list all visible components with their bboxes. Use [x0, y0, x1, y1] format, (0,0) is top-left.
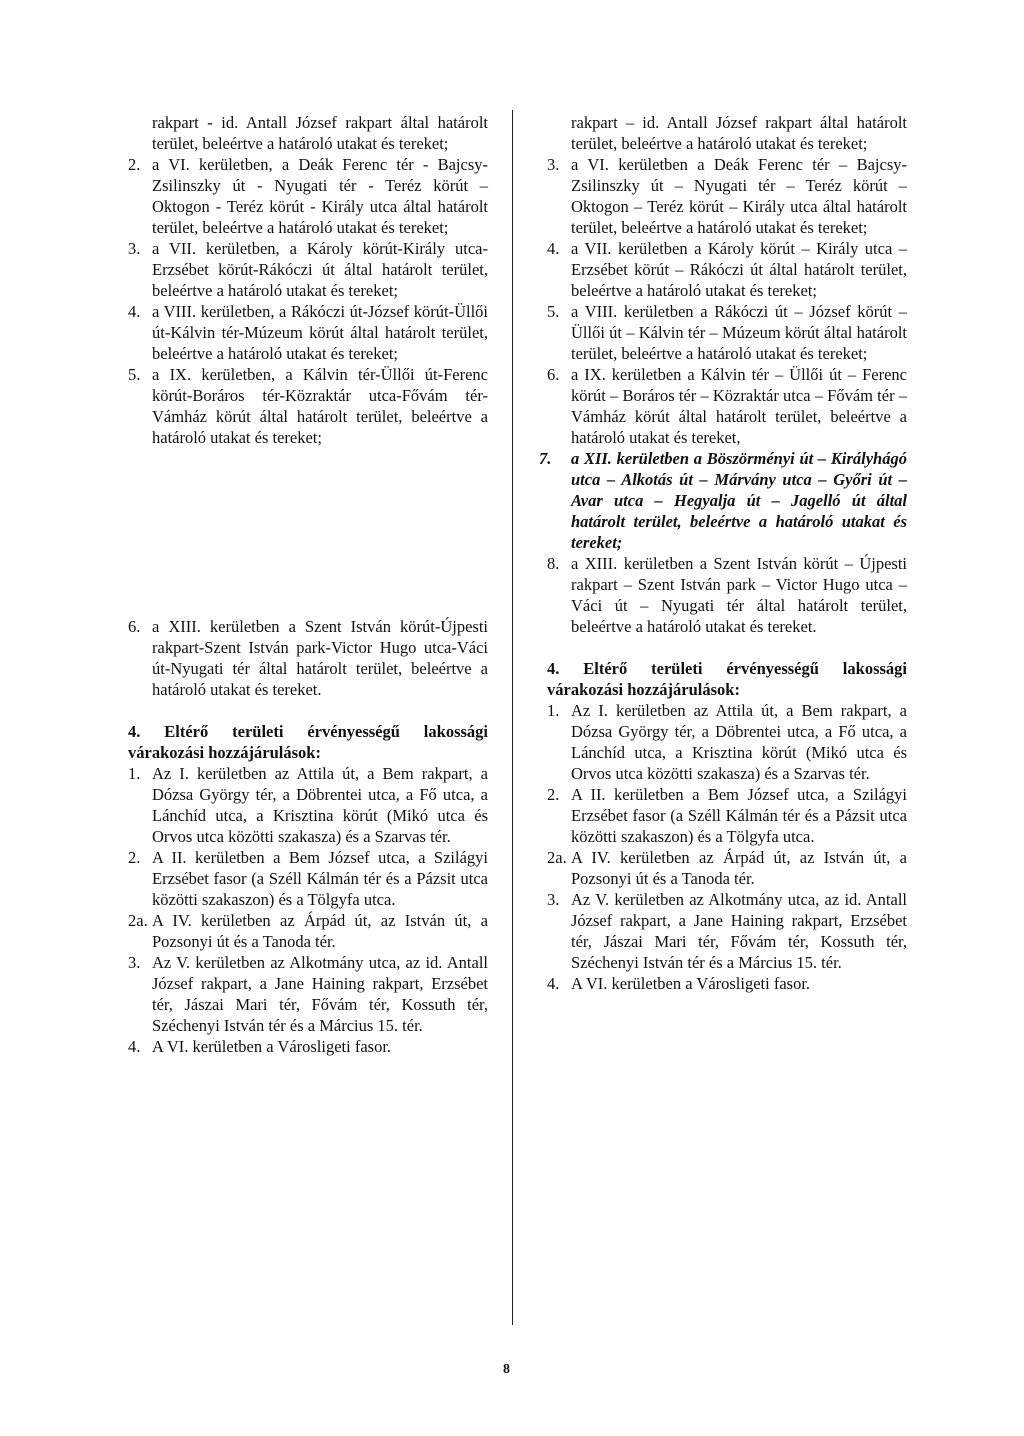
item-number: 4.	[128, 1037, 141, 1056]
continuation-paragraph: rakpart - id. Antall József rakpart által határolt terület, beleértve a határoló utakat és tereket;	[152, 113, 488, 153]
page-number: 8	[503, 1362, 510, 1377]
item-number: 5.	[128, 365, 141, 384]
item-number: 2.	[547, 785, 560, 804]
item-number: 8.	[547, 554, 560, 573]
inserted-list-item	[539, 448, 907, 553]
item-number: 4.	[547, 239, 560, 258]
item-text: A VI. kerületben a Városligeti fasor.	[571, 974, 811, 993]
item-number: 2.	[128, 155, 141, 174]
item-number: 3.	[547, 155, 560, 174]
item-text: a VI. kerületben a Deák Ferenc tér – Bajcsy-Zsilinszky út – Nyugati tér – Teréz körút – Oktogon – Teréz körút – Király utca által határolt terület, beleértve a határoló utakat és tereket;	[571, 155, 907, 237]
item-number: 7.	[539, 449, 552, 468]
continuation-paragraph: rakpart – id. Antall József rakpart által határolt terület, beleértve a határoló utakat és tereket;	[571, 113, 907, 153]
item-text: Az I. kerületben az Attila út, a Bem rakpart, a Dózsa György tér, a Döbrentei utca, a Fő utca, a Lánchíd utca, a Krisztina körút (Mikó utca és Orvos utca közötti szakasza) és a Szarvas tér.	[571, 701, 907, 783]
item-text: A IV. kerületben az Árpád út, az István út, a Pozsonyi út és a Tanoda tér.	[571, 848, 907, 888]
item-number: 6.	[547, 365, 560, 384]
item-number: 1.	[128, 764, 141, 783]
list-item	[547, 847, 907, 889]
item-number: 1.	[547, 701, 560, 720]
item-text: a XII. kerületben a Böszörményi út – Királyhágó utca – Alkotás út – Márvány utca – Győri út – Avar utca – Hegyalja út – Jagelló út által határolt terület, beleértve a határoló utakat és tereket;	[571, 449, 907, 552]
item-text: A II. kerületben a Bem József utca, a Szilágyi Erzsébet fasor (a Széll Kálmán tér és a Pázsit utca közötti szakaszon) és a Tölgyfa utca.	[152, 848, 488, 909]
blank-gap	[128, 448, 488, 616]
item-number: 3.	[547, 890, 560, 909]
list-item	[128, 1036, 488, 1057]
list-item	[547, 301, 907, 364]
list-item	[547, 154, 907, 238]
section-heading: 4. Eltérő területi érvényességű lakossági várakozási hozzájárulások:	[128, 722, 488, 762]
item-text: a VII. kerületben a Károly körút – Király utca – Erzsébet körút – Rákóczi út által határolt terület, beleértve a határoló utakat és tereket;	[571, 239, 907, 300]
item-text: Az V. kerületben az Alkotmány utca, az id. Antall József rakpart, a Jane Haining rakpart, Erzsébet tér, Jászai Mari tér, Fővám tér, Kossuth tér, Széchenyi István tér és a Március 15. tér.	[571, 890, 907, 972]
item-text: a IX. kerületben, a Kálvin tér-Üllői út-Ferenc körút-Boráros tér-Közraktár utca-Fővám tér-Vámház körút által határolt terület, beleértve a határoló utakat és tereket;	[152, 365, 488, 447]
item-text: Az V. kerületben az Alkotmány utca, az id. Antall József rakpart, a Jane Haining rakpart, Erzsébet tér, Jászai Mari tér, Fővám tér, Kossuth tér, Széchenyi István tér és a Március 15. tér.	[152, 953, 488, 1035]
item-number: 2a.	[547, 848, 567, 867]
item-text: a IX. kerületben a Kálvin tér – Üllői út – Ferenc körút – Boráros tér – Közraktár utca – Fővám tér – Vámház körút által határolt terület, beleértve a határoló utakat és tereket,	[571, 365, 907, 447]
list-item	[128, 616, 488, 700]
item-text: a VII. kerületben, a Károly körút-Király utca-Erzsébet körút-Rákóczi út által határolt terület, beleértve a határoló utakat és tereket;	[152, 239, 488, 300]
column-divider	[512, 110, 513, 1325]
list-item	[547, 973, 907, 994]
list-item	[547, 553, 907, 637]
item-number: 6.	[128, 617, 141, 636]
item-number: 4.	[547, 974, 560, 993]
item-text: A IV. kerületben az Árpád út, az István út, a Pozsonyi út és a Tanoda tér.	[152, 911, 488, 951]
item-text: A VI. kerületben a Városligeti fasor.	[152, 1037, 392, 1056]
item-number: 3.	[128, 953, 141, 972]
right-column	[539, 112, 907, 994]
list-item	[547, 364, 907, 448]
list-item	[547, 238, 907, 301]
item-text: a XIII. kerületben a Szent István körút-Újpesti rakpart-Szent István park-Victor Hugo utca-Váci út-Nyugati tér által határolt terület, beleértve a határoló utakat és tereket.	[152, 617, 488, 699]
left-column	[128, 112, 488, 1057]
item-number: 3.	[128, 239, 141, 258]
item-text: A II. kerületben a Bem József utca, a Szilágyi Erzsébet fasor (a Széll Kálmán tér és a Pázsit utca közötti szakaszon) és a Tölgyfa utca.	[571, 785, 907, 846]
list-item	[547, 700, 907, 784]
item-number: 2a.	[128, 911, 148, 930]
item-text: a VIII. kerületben a Rákóczi út – József körút – Üllői út – Kálvin tér – Múzeum körút által határolt terület, beleértve a határoló utakat és tereket;	[571, 302, 907, 363]
list-item	[128, 910, 488, 952]
list-item	[128, 301, 488, 364]
list-item	[128, 952, 488, 1036]
item-number: 2.	[128, 848, 141, 867]
list-item	[547, 889, 907, 973]
list-item	[547, 784, 907, 847]
item-text: a VI. kerületben, a Deák Ferenc tér - Bajcsy-Zsilinszky út - Nyugati tér - Teréz körút – Oktogon - Teréz körút - Király utca által határolt terület, beleértve a határoló utakat és tereket;	[152, 155, 488, 237]
list-item	[128, 847, 488, 910]
item-number: 5.	[547, 302, 560, 321]
list-item	[128, 364, 488, 448]
list-item	[128, 238, 488, 301]
list-item	[128, 154, 488, 238]
section-heading: 4. Eltérő területi érvényességű lakossági várakozási hozzájárulások:	[547, 659, 907, 699]
item-text: Az I. kerületben az Attila út, a Bem rakpart, a Dózsa György tér, a Döbrentei utca, a Fő utca, a Lánchíd utca, a Krisztina körút (Mikó utca és Orvos utca közötti szakasza) és a Szarvas tér.	[152, 764, 488, 846]
item-text: a XIII. kerületben a Szent István körút – Újpesti rakpart – Szent István park – Victor Hugo utca – Váci út – Nyugati tér által határolt terület, beleértve a határoló utakat és tereket.	[571, 554, 907, 636]
item-number: 4.	[128, 302, 141, 321]
item-text: a VIII. kerületben, a Rákóczi út-József körút-Üllői út-Kálvin tér-Múzeum körút által határolt terület, beleértve a határoló utakat és tereket;	[152, 302, 488, 363]
list-item	[128, 763, 488, 847]
